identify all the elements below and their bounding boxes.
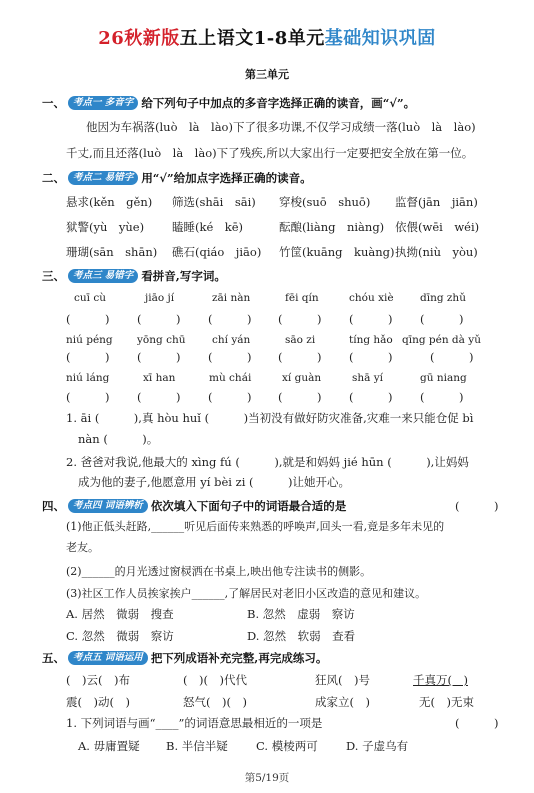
answer-box[interactable]: ( ) (420, 312, 464, 326)
s4-sentence-2: (2)______的月光透过窗棂洒在书桌上,映出他专注读书的侧影。 (66, 565, 372, 578)
option-b[interactable]: B. 忽然 虚弱 察访 (247, 607, 355, 621)
idiom-5[interactable]: 震( )动( ) (66, 695, 130, 709)
s2-r3-c1: 珊瑚(sān shān) (66, 245, 158, 259)
pinyin-1-6: dīng zhǔ (420, 292, 466, 304)
answer-box[interactable]: ( ) (208, 350, 252, 364)
idiom-1[interactable]: ( )云( )布 (66, 673, 130, 687)
s2-r2-c3: 酝酿(liàng niàng) (279, 220, 385, 234)
answer-box[interactable]: ( ) (349, 390, 393, 404)
s5-option-b[interactable]: B. 半信半疑 (166, 739, 228, 753)
pinyin-2-4: sāo zi (285, 334, 316, 346)
unit-heading: 第三单元 (245, 68, 289, 81)
s2-r2-c4: 依偎(wēi wéi) (395, 220, 480, 234)
s4-sentence-3: (3)社区工作人员挨家挨户______,了解居民对老旧小区改造的意见和建议。 (66, 587, 427, 600)
s5-question-1: 1. 下列词语与画“____”的词语意思最相近的一项是 (66, 716, 323, 730)
s2-r1-c4: 监督(jān jiān) (395, 195, 478, 209)
section-5-number: 五、 (42, 651, 65, 665)
idiom-8[interactable]: 无( )无束 (419, 695, 474, 709)
section-5-instruction: 把下列成语补充完整,再完成练习。 (150, 651, 328, 665)
section-3-instruction: 看拼音,写字词。 (141, 269, 226, 283)
s2-r2-c2: 瞌睡(ké kē) (172, 220, 244, 234)
section-4-answer-box[interactable]: ( ) (455, 499, 499, 513)
answer-box[interactable]: ( ) (137, 312, 181, 326)
pinyin-3-4: xí guàn (282, 372, 322, 384)
pinyin-1-5: chóu xiè (349, 292, 394, 304)
page-title (0, 24, 534, 50)
section-1-header (42, 95, 415, 111)
section-3-number: 三、 (42, 269, 65, 283)
title-part3: 基础知识巩固 (324, 28, 436, 49)
s2-r3-c2: 礁石(qiáo jiāo) (172, 245, 262, 259)
idiom-3[interactable]: 狂风( )号 (315, 673, 370, 687)
answer-box[interactable]: ( ) (420, 390, 464, 404)
pinyin-1-1: cuī cù (74, 292, 106, 304)
section-3-header (42, 268, 226, 284)
section-5-badge: 考点五 词语运用 (68, 651, 148, 665)
section-4-header (42, 498, 346, 514)
s2-r2-c1: 狱警(yù yùe) (66, 220, 145, 234)
pinyin-2-5: tíng hǎo (349, 334, 393, 346)
section-2-number: 二、 (42, 171, 65, 185)
answer-box[interactable]: ( ) (208, 312, 252, 326)
s5-option-a[interactable]: A. 毋庸置疑 (78, 739, 140, 753)
s2-r3-c3: 竹筐(kuāng kuàng) (279, 245, 395, 259)
s3-question-1-line-1: 1. āi ( ),真 hòu huǐ ( )当初没有做好防灾准备,灾难一来只能仓促 bì (66, 411, 474, 425)
idiom-4-underlined[interactable]: 千真万( ) (413, 673, 468, 687)
s2-r3-c4: 执拗(niù yòu) (395, 245, 478, 259)
section-1-number: 一、 (42, 96, 65, 110)
section-4-badge: 考点四 词语辨析 (68, 499, 148, 513)
s4-sentence-1-line-2: 老友。 (66, 541, 99, 554)
section-5-header (42, 650, 327, 666)
pinyin-1-2: jiāo jí (145, 292, 175, 304)
answer-box[interactable]: ( ) (137, 390, 181, 404)
pinyin-3-6: gū niang (420, 372, 467, 384)
section-4-number: 四、 (42, 499, 65, 513)
s2-r1-c3: 穿梭(suō shuō) (279, 195, 371, 209)
option-a[interactable]: A. 居然 微弱 搜查 (66, 607, 174, 621)
pinyin-3-1: niú láng (66, 372, 110, 384)
page-number: 第5/19页 (244, 772, 290, 784)
pinyin-3-3: mù chái (209, 372, 252, 384)
title-part2: 五上语文1-8单元 (179, 28, 325, 49)
section-3-badge: 考点三 易错字 (68, 269, 138, 283)
answer-box[interactable]: ( ) (349, 312, 393, 326)
answer-box[interactable]: ( ) (66, 390, 110, 404)
section-4-instruction: 依次填入下面句子中的词语最合适的是 (150, 499, 347, 513)
answer-box[interactable]: ( ) (137, 350, 181, 364)
answer-box[interactable]: ( ) (430, 350, 474, 364)
s4-sentence-1-line-1: (1)他正低头赶路,______听见后面传来熟悉的呼唤声,回头一看,竟是多年未见的 (66, 520, 445, 533)
section-2-badge: 考点二 易错字 (68, 171, 138, 185)
answer-box[interactable]: ( ) (208, 390, 252, 404)
answer-box[interactable]: ( ) (349, 350, 393, 364)
section-1-instruction: 给下列句子中加点的多音字选择正确的读音，画“√”。 (141, 96, 416, 110)
idiom-6[interactable]: 怒气( )( ) (183, 695, 247, 709)
answer-box[interactable]: ( ) (66, 350, 110, 364)
pinyin-1-3: zāi nàn (212, 292, 251, 304)
idiom-2[interactable]: ( )( )代代 (183, 673, 247, 687)
option-c[interactable]: C. 忽然 微弱 察访 (66, 629, 174, 643)
pinyin-2-3: chí yán (212, 334, 251, 346)
pinyin-2-6: qīng pén dà yǔ (402, 334, 481, 346)
pinyin-3-2: xī han (143, 372, 176, 384)
s5-option-d[interactable]: D. 子虚乌有 (346, 739, 409, 753)
pinyin-1-4: fēi qín (285, 292, 319, 304)
section-5-answer-box[interactable]: ( ) (455, 716, 499, 730)
section-1-line-2: 千丈,而且还落(luò là lào)下了残疾,所以大家出行一定要把安全放在第一位。 (66, 146, 474, 160)
s3-question-2-line-1: 2. 爸爸对我说,他最大的 xìng fú ( ),就是和妈妈 jié hūn ( ),让妈妈 (66, 455, 469, 469)
s2-r1-c1: 悬求(kěn gěn) (66, 195, 153, 209)
section-1-line-1: 他因为车祸落(luò là lào)下了很多功课,不仅学习成绩一落(luò là lào) (86, 120, 476, 134)
s2-r1-c2: 筛选(shāi sāi) (172, 195, 256, 209)
answer-box[interactable]: ( ) (278, 390, 322, 404)
s3-question-1-line-2: nàn ( )。 (78, 432, 159, 446)
pinyin-2-2: yōng chū (137, 334, 186, 346)
s5-option-c[interactable]: C. 模棱两可 (256, 739, 318, 753)
section-1-badge: 考点一 多音字 (68, 96, 138, 110)
s3-question-2-line-2: 成为他的妻子,他愿意用 yí bèi zi ( )让她开心。 (78, 475, 351, 489)
pinyin-2-1: niú péng (66, 334, 113, 346)
section-2-header (42, 170, 312, 186)
answer-box[interactable]: ( ) (278, 312, 322, 326)
option-d[interactable]: D. 忽然 软弱 查看 (247, 629, 356, 643)
idiom-7[interactable]: 成家立( ) (315, 695, 370, 709)
section-2-instruction: 用“√”给加点字选择正确的读音。 (141, 171, 312, 185)
pinyin-3-5: shā yí (352, 372, 384, 384)
answer-box[interactable]: ( ) (278, 350, 322, 364)
answer-box[interactable]: ( ) (66, 312, 110, 326)
title-part1: 26秋新版 (98, 28, 180, 49)
